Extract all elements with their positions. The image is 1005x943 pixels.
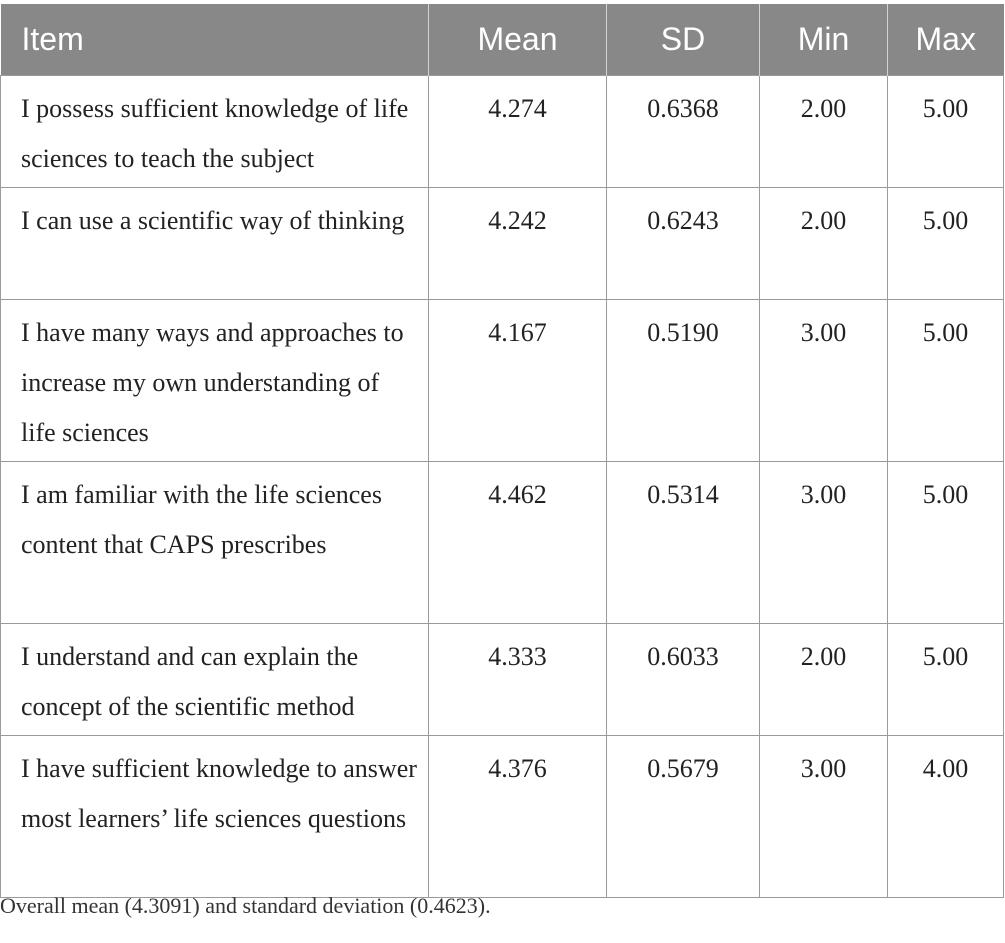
cell-max: 5.00	[888, 624, 1004, 736]
cell-max: 5.00	[888, 462, 1004, 624]
cell-item: I have sufficient knowledge to answer most learners’ life sciences questions	[1, 736, 429, 898]
cell-item: I understand and can explain the concept of the scientific method	[1, 624, 429, 736]
header-row	[1, 4, 1004, 76]
cell-item: I possess sufficient knowledge of life sciences to teach the subject	[1, 76, 429, 188]
cell-sd: 0.5679	[607, 736, 760, 898]
cell-mean: 4.274	[429, 76, 607, 188]
cell-item: I can use a scientific way of thinking	[1, 188, 429, 300]
cell-sd: 0.5190	[607, 300, 760, 462]
cell-min: 3.00	[760, 300, 888, 462]
table-row	[1, 188, 1004, 300]
table-row	[1, 76, 1004, 188]
cell-min: 2.00	[760, 76, 888, 188]
cell-mean: 4.167	[429, 300, 607, 462]
table-header	[1, 4, 1004, 76]
table-row	[1, 300, 1004, 462]
cell-sd: 0.6243	[607, 188, 760, 300]
header-sd: SD	[607, 4, 760, 76]
cell-mean: 4.333	[429, 624, 607, 736]
table-body	[1, 76, 1004, 898]
header-min: Min	[760, 4, 888, 76]
cell-max: 5.00	[888, 188, 1004, 300]
statistics-table	[0, 4, 1004, 898]
cell-item: I am familiar with the life sciences content that CAPS prescribes	[1, 462, 429, 624]
table-row	[1, 736, 1004, 898]
header-item: Item	[1, 4, 429, 76]
cell-sd: 0.6033	[607, 624, 760, 736]
header-max: Max	[888, 4, 1004, 76]
cell-mean: 4.242	[429, 188, 607, 300]
cell-max: 4.00	[888, 736, 1004, 898]
cell-sd: 0.6368	[607, 76, 760, 188]
cell-sd: 0.5314	[607, 462, 760, 624]
cell-mean: 4.462	[429, 462, 607, 624]
cell-item: I have many ways and approaches to increase my own understanding of life sciences	[1, 300, 429, 462]
cell-min: 3.00	[760, 736, 888, 898]
cell-max: 5.00	[888, 300, 1004, 462]
cell-min: 3.00	[760, 462, 888, 624]
cell-min: 2.00	[760, 624, 888, 736]
cell-mean: 4.376	[429, 736, 607, 898]
cell-max: 5.00	[888, 76, 1004, 188]
header-mean: Mean	[429, 4, 607, 76]
cell-min: 2.00	[760, 188, 888, 300]
table-footnote: Overall mean (4.3091) and standard deviation (0.4623).	[0, 893, 491, 918]
table-row	[1, 624, 1004, 736]
table-row	[1, 462, 1004, 624]
